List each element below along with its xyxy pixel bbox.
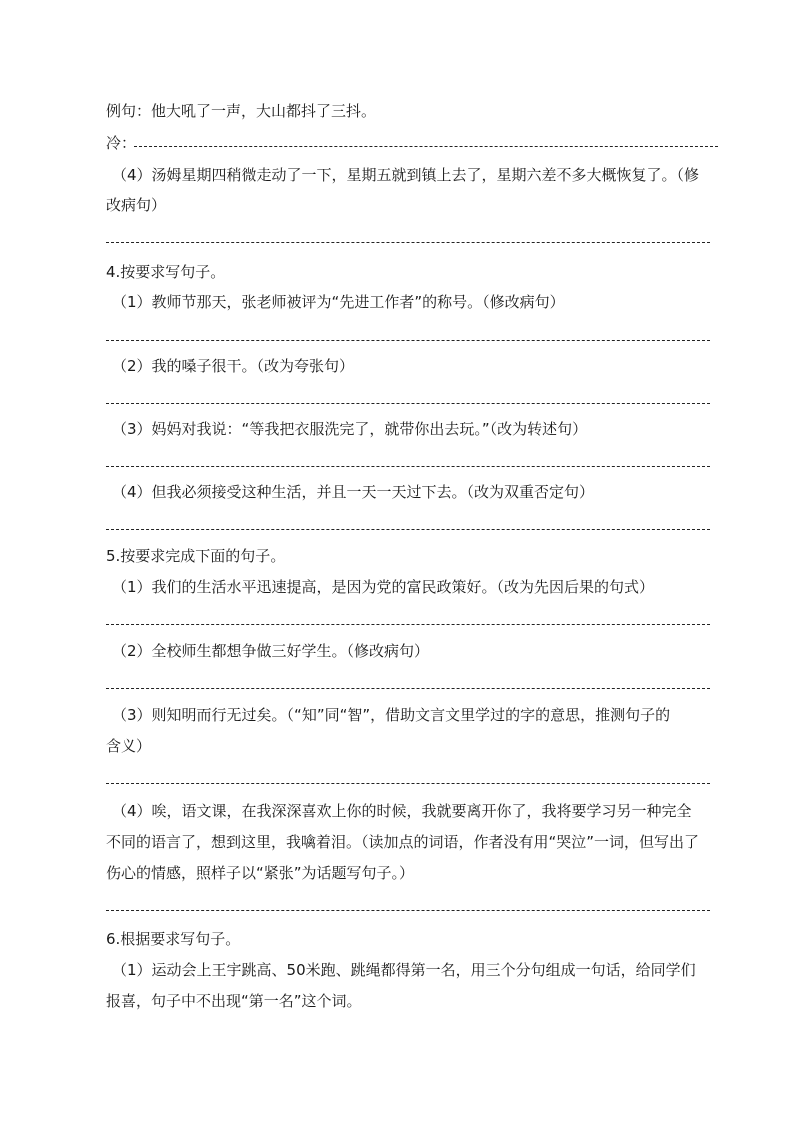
answer-line[interactable] (134, 146, 718, 147)
question-5-4-line1: （4）唉，语文课，在我深深喜欢上你的时候，我就要离开你了，我将要学习另一种完全 (112, 802, 692, 820)
imitate-label: 冷： (106, 134, 137, 152)
answer-line[interactable] (106, 466, 710, 467)
question-5-1: （1）我们的生活水平迅速提高，是因为党的富民政策好。（改为先因后果的句式） (112, 578, 655, 596)
question-5-title: 5.按要求完成下面的句子。 (106, 547, 286, 565)
question-5-3-line1: （3）则知明而行无过矣。（“知”同“智”，借助文言文里学过的字的意思，推测句子的 (112, 706, 671, 724)
question-4-3: （3）妈妈对我说：“等我把衣服洗完了，就带你出去玩。”（改为转述句） (112, 420, 588, 438)
answer-line[interactable] (106, 403, 710, 404)
question-5-4-line3: 伤心的情感，照样子以“紧张”为话题写句子。） (106, 864, 415, 882)
answer-line[interactable] (106, 688, 710, 689)
answer-line[interactable] (106, 529, 710, 530)
question-3-4-line1: （4）汤姆星期四稍微走动了一下，星期五就到镇上去了，星期六差不多大概恢复了。（修 (112, 166, 700, 184)
question-5-4-line2: 不同的语言了，想到这里，我噙着泪。（读加点的词语，作者没有用“哭泣”一词，但写出了 (106, 833, 700, 851)
question-4-4: （4）但我必须接受这种生活，并且一天一天过下去。（改为双重否定句） (112, 483, 595, 501)
answer-line[interactable] (106, 340, 710, 341)
question-6-1-line1: （1）运动会上王宇跳高、50米跑、跳绳都得第一名，用三个分句组成一句话，给同学们 (112, 961, 696, 979)
example-sentence: 例句：他大吼了一声，大山都抖了三抖。 (106, 102, 377, 120)
answer-line[interactable] (106, 624, 710, 625)
answer-line[interactable] (106, 242, 710, 243)
question-5-3-line2: 含义） (106, 737, 152, 755)
question-4-title: 4.按要求写句子。 (106, 263, 226, 281)
question-3-4-line2: 改病句） (106, 196, 167, 214)
question-6-1-line2: 报喜，句子中不出现“第一名”这个词。 (106, 992, 362, 1010)
question-4-1: （1）教师节那天，张老师被评为“先进工作者”的称号。（修改病句） (112, 293, 565, 311)
question-5-2: （2）全校师生都想争做三好学生。（修改病句） (112, 642, 430, 660)
question-6-title: 6.根据要求写句子。 (106, 930, 241, 948)
answer-line[interactable] (106, 910, 710, 911)
answer-line[interactable] (106, 783, 710, 784)
question-4-2: （2）我的嗓子很干。（改为夸张句） (112, 357, 355, 375)
